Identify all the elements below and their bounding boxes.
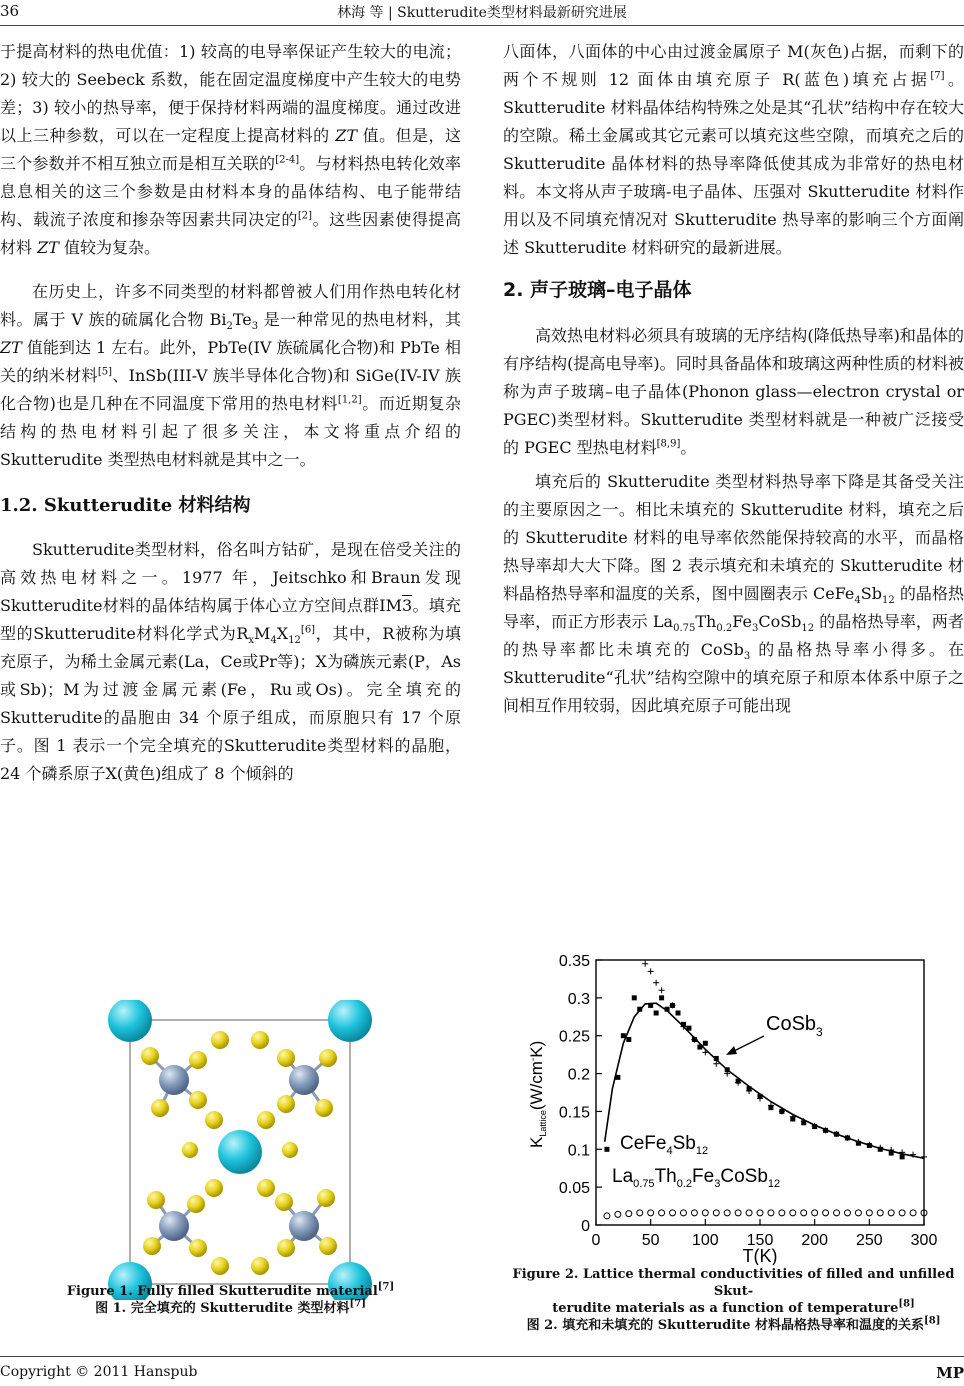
section-heading: 1.2. Skutterudite 材料结构 (0, 495, 251, 516)
y-tick-label: 0.05 (558, 1180, 590, 1198)
copyright: Copyright © 2011 Hanspub (0, 1364, 198, 1380)
cefe4sb12-circle-point (724, 1210, 730, 1216)
paragraph: 于提高材料的热电优值：1) 较高的电导率保证产生较大的电流；2) 较大的 Seebeck 系数，能在固定温度梯度中产生较大的电势差；3) 较小的热导率，便于保持材料两端的温度梯度。通过改进以上三种参数，可以在一定程度上提高材料的 ZT 值。但是，这三个参数并不相互独立而是相互关联的[2-4]。与材料热电转化效率息息相关的这三个参数是由材料本身的晶体结构、电子能带结构、载流子浓度和掺杂等因素共同决定的[2]。这些因素使得提高材料 ZT 值较为复杂。 (0, 42, 461, 257)
cosb3-plus-point (648, 968, 654, 974)
y-tick-label: 0.3 (567, 990, 590, 1008)
la-th-square-point (900, 1154, 905, 1159)
citation: [5] (97, 366, 113, 378)
cefe4sb12-circle-point (648, 1210, 654, 1216)
x-axis-label: T(K) (742, 1246, 778, 1265)
cefe4sb12-circle-point (877, 1210, 883, 1216)
y-tick-label: 0.2 (567, 1066, 590, 1084)
cefe4sb12-circle-point (834, 1210, 840, 1216)
cosb3-plus-point (659, 987, 665, 993)
x-tick-label: 150 (746, 1232, 774, 1249)
page-number: 36 (0, 2, 20, 20)
cefe4sb12-circle-point (844, 1210, 850, 1216)
y-axis-label: $K_{Lattice}(W/cm^-K)$ (527, 1040, 548, 1148)
cefe4sb12-circle-point (691, 1210, 697, 1216)
la-th-square-point (768, 1105, 773, 1110)
x-tick-label: 0 (591, 1232, 601, 1249)
cosb3-arrow-head (726, 1046, 737, 1055)
cefe4sb12-circle-point (779, 1210, 785, 1216)
figure-2-chart (520, 940, 950, 1265)
cefe4sb12-circle-point (713, 1210, 719, 1216)
cefe4sb12-circle-point (812, 1210, 818, 1216)
citation: [2] (297, 210, 313, 222)
figure-1-caption: Figure 1. Fully filled Skutterudite material[7] 图 1. 完全填充的 Skutterudite 类型材料[7] (66, 1281, 395, 1316)
cefe4sb12-circle-point (855, 1210, 861, 1216)
x-tick-label: 50 (641, 1232, 660, 1249)
citation: [7] (930, 70, 945, 82)
journal-code: MP (936, 1364, 964, 1382)
cefe4sb12-circle-point (757, 1210, 763, 1216)
filler-atoms (108, 1000, 372, 1300)
cefe4sb12-circle-point (626, 1211, 632, 1217)
cefe4sb12-circle-point (910, 1210, 916, 1216)
cefe4sb12-circle-point (615, 1211, 621, 1217)
cefe4sb12-circle-point (680, 1210, 686, 1216)
running-title: 林海 等 | Skutterudite类型材料最新研究进展 (337, 5, 627, 21)
y-tick-label: 0 (581, 1218, 590, 1235)
cosb3-label: CoSb$_3$ (766, 1013, 823, 1039)
citation: [2-4] (275, 154, 300, 166)
cefe4sb12-circle-point (823, 1210, 829, 1216)
section-heading: 2. 声子玻璃–电子晶体 (503, 279, 692, 301)
legend-la-th-fe-cosb12: $La_{0.75}Th_{0.2}Fe_3CoSb_{12}$ (612, 1166, 781, 1190)
la-th-square-point (790, 1117, 795, 1122)
paragraph: Skutterudite类型材料，俗名叫方钴矿，是现在倍受关注的高效热电材料之一。1977 年，Jeitschko和Braun发现Skutterudite材料的晶体结构属于体心立方空间点群IM3。填充型的Skutterudite材料化学式为$R_xM_4X_{12}[6]$，其中，R被称为填充原子，为稀土金属元素(La，Ce或Pr等)；X为磷族元素(P，As或Sb)；M为过渡金属元素(Fe，Ru或Os)。完全填充的Skutterudite的晶胞由 34 个原子组成，而原胞只有 17 个原子。图 1 表示一个完全填充的Skutterudite类型材料的晶胞，24 个磷系原子X(黄色)组成了 8 个倾斜的 (0, 540, 461, 783)
la-th-square-point (670, 1003, 675, 1008)
legend-cefe4sb12: $CeFe_4Sb_{12}$ (620, 1133, 709, 1157)
x-tick-label: 300 (910, 1232, 938, 1249)
cefe4sb12-circle-point (702, 1210, 708, 1216)
figure-2-caption: Figure 2. Lattice thermal conductivities of filled and unfilled Skut- terudite materials as a function of temperature[8] 图 2. 填充和未填充的 Skutterudite 材料晶格热导率和温度的关系[8] (512, 1267, 955, 1333)
citation: [6] (300, 624, 316, 636)
la-th-square-point (703, 1041, 708, 1046)
footer-rule (0, 1356, 964, 1357)
y-tick-label: 0.1 (567, 1142, 590, 1160)
cosb3-plus-point (653, 980, 659, 986)
cosb3-plus-point (921, 1154, 927, 1160)
paragraph: 在历史上，许多不同类型的材料都曾被人们用作热电转化材料。属于 V 族的硫属化合物 $Bi_2Te_3$ 是一种常见的热电材料，其 ZT 值能到达 1 左右。此外，PbTe(IV 族硫属化合物)和 PbTe 相关的纳米材料[5]、InSb(III-V 族半导体化合物)和 SiGe(IV-IV 族化合物)也是几种在不同温度下常用的热电材料[1,2]。而近期复杂结构的热电材料引起了很多关注，本文将重点介绍的 Skutterudite 类型热电材料就是其中之一。 (0, 282, 461, 469)
x-tick-label: 100 (691, 1232, 719, 1249)
cefe4sb12-circle-point (659, 1210, 665, 1216)
la-th-square-point (626, 1037, 631, 1042)
cefe4sb12-circle-point (899, 1210, 905, 1216)
y-tick-label: 0.35 (558, 953, 590, 970)
cefe4sb12-circle-point (735, 1210, 741, 1216)
cefe4sb12-circle-point (768, 1210, 774, 1216)
cosb3-arrow (732, 1036, 764, 1052)
la-th-square-point (604, 1147, 609, 1152)
figure-1-crystal-structure (90, 1000, 390, 1300)
left-column (0, 38, 461, 788)
paragraph: 高效热电材料必须具有玻璃的无序结构(降低热导率)和晶体的有序结构(提高电导率)。同时具备晶体和玻璃这两种性质的材料被称为声子玻璃–电子晶体(Phonon glass—electron crystal or PGEC)类型材料。Skutterudite 类型材料就是一种被广泛接受的 PGEC 型热电材料[8,9]。 (503, 326, 964, 457)
la-th-square-point (659, 995, 664, 1000)
header-rule (0, 25, 964, 26)
cefe4sb12-circle-point (746, 1210, 752, 1216)
y-tick-label: 0.25 (558, 1028, 590, 1046)
paragraph: 填充后的 Skutterudite 类型材料热导率下降是其备受关注的主要原因之一。相比未填充的 Skutterudite 材料，填充之后的 Skutterudite 材料的电导率依然能保持较高的水平，而晶格热导率却大大下降。图 2 表示填充和未填充的 Skutterudite 材料晶格热导率和温度的关系，图中圆圈表示 $CeFe_4Sb_{12}$ 的晶格热导率，而正方形表示 $La_{0.75}Th_{0.2}Fe_3CoSb_{12}$ 的晶格热导率，两者的热导率都比未填充的 CoSb$_3$ 的晶格热导率小得多。在 Skutterudite“孔状”结构空隙中的填充原子和原本体系中原子之间相互作用较弱，因此填充原子可能出现 (503, 472, 964, 715)
cefe4sb12-circle-point (637, 1210, 643, 1216)
cosb3-plus-point (642, 961, 648, 967)
citation: [8,9] (656, 438, 681, 450)
cefe4sb12-circle-point (604, 1213, 610, 1219)
y-tick-label: 0.15 (558, 1104, 590, 1122)
x-tick-label: 200 (801, 1232, 829, 1249)
cefe4sb12-circle-point (866, 1210, 872, 1216)
la-th-square-point (654, 1011, 659, 1016)
paragraph: 八面体，八面体的中心由过渡金属原子 M(灰色)占据，而剩下的两个不规则 12 面体由填充原子 R(蓝色)填充占据[7]。Skutterudite 材料晶体结构特殊之处是其“孔状”结构中存在较大的空隙。稀土金属或其它元素可以填充这些空隙，而填充之后的 Skutterudite 晶体材料的热导率降低使其成为非常好的热电材料。本文将从声子玻璃-电子晶体、压强对 Skutterudite 材料作用以及不同填充情况对 Skutterudite 热导率的影响三个方面阐述 Skutterudite 材料研究的最新进展。 (503, 42, 964, 257)
la-th-square-point (676, 1011, 681, 1016)
cefe4sb12-circle-point (790, 1210, 796, 1216)
right-column (503, 38, 964, 720)
cefe4sb12-circle-point (801, 1210, 807, 1216)
x-tick-label: 250 (855, 1232, 883, 1249)
cefe4sb12-circle-point (888, 1210, 894, 1216)
citation: [1,2] (337, 394, 362, 406)
la-th-square-point (632, 995, 637, 1000)
cefe4sb12-circle-point (670, 1210, 676, 1216)
